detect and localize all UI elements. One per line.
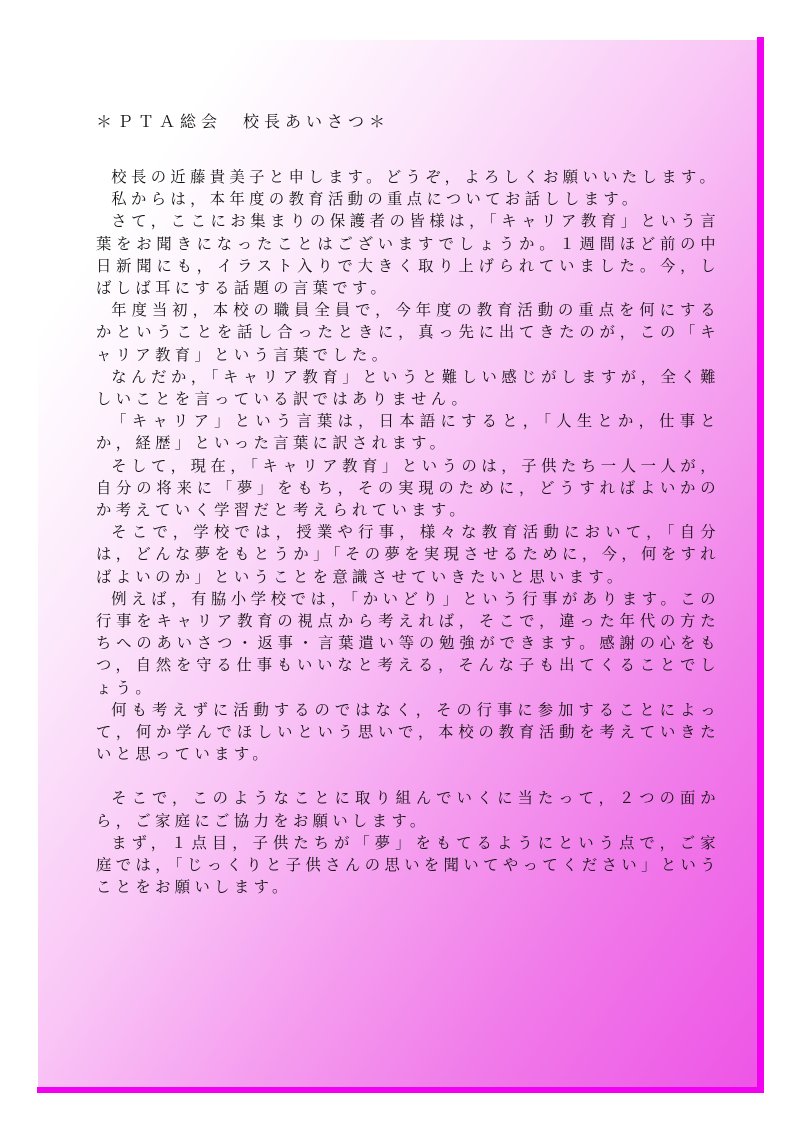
document-content [96,100,720,899]
paragraph: そこで，学校では，授業や行事，様々な教育活動において，「自分は，どんな夢をもとうか」「その夢を実現させるために，今，何をすればよいのか」ということを意識させていきたいと思います。 [96,523,720,586]
document-body [96,166,720,899]
bottom-border-bar [37,1087,764,1093]
paragraph: 何も考えずに活動するのではなく，その行事に参加することによって，何か学んでほしいという思いで，本校の教育活動を考えていきたいと思っています。 [96,700,720,764]
document-title: ＊ＰＴＡ総会 校長あいさつ＊ [96,112,391,131]
paragraph: そして，現在，「キャリア教育」というのは，子供たち一人一人が，自分の将来に「夢」をもち，その実現のために，どうすればよいかのか考えていく学習だと考えられています。 [96,456,720,520]
paragraph: そこで，このようなことに取り組んでいくに当たって，２つの面から，ご家庭にご協力をお願いします。 [96,789,720,830]
paragraph: 私からは，本年度の教育活動の重点についてお話しします。 [111,190,642,209]
paragraph: なんだか，「キャリア教育」というと難しい感じがしますが，全く難しいことを言っている訳ではありません。 [96,367,720,409]
right-border-bar [757,37,764,1093]
paragraph: 例えば，有脇小学校では，「かいどり」という行事があります。この行事をキャリア教育の視点から考えれば，そこで，違った年代の方たちへのあいさつ・返事・言葉遣い等の勉強ができます。感謝の心をもつ，自然を守る仕事もいいなと考える，そんな子も出てくることでしょう。 [96,589,720,697]
paragraph: 年度当初，本校の職員全員で，今年度の教育活動の重点を何にするかということを話し合ったときに，真っ先に出てきたのが，この「キャリア教育」という言葉でした。 [96,301,720,364]
paragraph: 校長の近藤貴美子と申します。どうぞ，よろしくお願いいたします。 [111,168,720,186]
paragraph: まず，１点目，子供たちが「夢」をもてるようにという点で，ご家庭では，「じっくりと子供さんの思いを聞いてやってください」ということをお願いします。 [96,833,720,897]
paragraph: 「キャリア」という言葉は，日本語にすると，「人生とか，仕事とか，経歴」といった言葉に訳されます。 [96,412,720,453]
paragraph: さて，ここにお集まりの保護者の皆様は，「キャリア教育」という言葉をお聞きになったことはございますでしょうか。１週間ほど前の中日新聞にも，イラスト入りで大きく取り上げられていました。今，しばしば耳にする話題の言葉です。 [96,212,720,298]
